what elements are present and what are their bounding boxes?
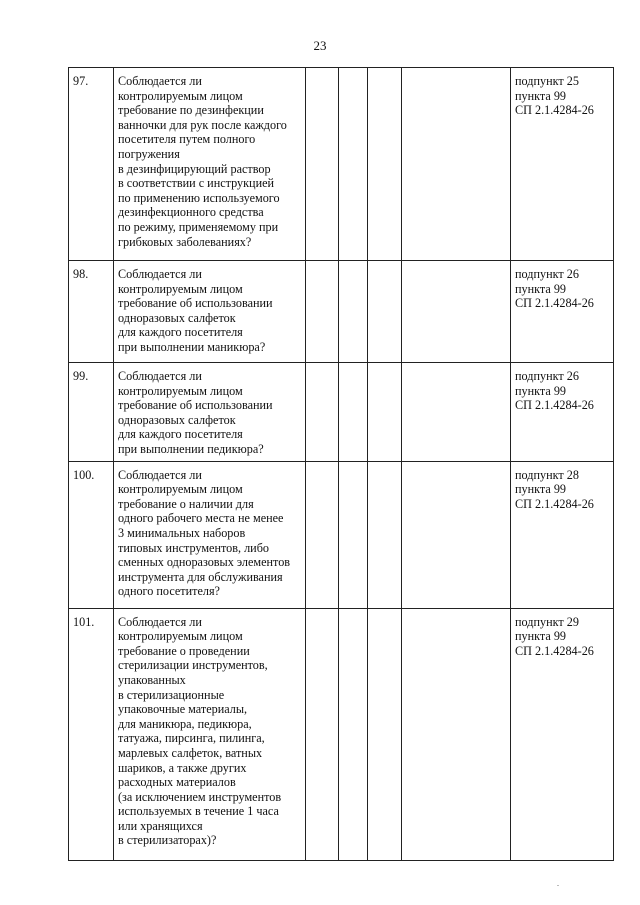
question-text: Соблюдается ли контролируемым лицом требование по дезинфекции ванночки для рук после каждого посетителя путем полного погружения в дезинфицирующий раствор в соответствии с инструкцией по применению используемого дезинфекционного средства по режиму, применяемому при грибковых заболеваниях? [114, 68, 306, 261]
answer-not-applicable-cell[interactable] [368, 68, 402, 261]
table-row [69, 608, 614, 860]
notes-cell[interactable] [402, 363, 511, 462]
answer-not-applicable-cell[interactable] [368, 363, 402, 462]
table-row [69, 261, 614, 363]
page-number: 23 [313, 38, 327, 53]
legal-reference: подпункт 28 пункта 99 СП 2.1.4284-26 [511, 461, 614, 608]
answer-yes-cell[interactable] [306, 261, 339, 363]
table-row [69, 363, 614, 462]
question-text: Соблюдается ли контролируемым лицом требование об использовании одноразовых салфеток для каждого посетителя при выполнении педикюра? [114, 363, 306, 462]
legal-reference: подпункт 29 пункта 99 СП 2.1.4284-26 [511, 608, 614, 860]
legal-reference: подпункт 26 пункта 99 СП 2.1.4284-26 [511, 363, 614, 462]
table-row [69, 461, 614, 608]
answer-not-applicable-cell[interactable] [368, 608, 402, 860]
row-number: 100. [69, 461, 114, 608]
answer-no-cell[interactable] [339, 461, 368, 608]
row-number: 99. [69, 363, 114, 462]
question-text: Соблюдается ли контролируемым лицом требование об использовании одноразовых салфеток для каждого посетителя при выполнении маникюра? [114, 261, 306, 363]
scan-speck [557, 885, 559, 886]
answer-no-cell[interactable] [339, 68, 368, 261]
table-row [69, 68, 614, 261]
answer-no-cell[interactable] [339, 608, 368, 860]
answer-no-cell[interactable] [339, 261, 368, 363]
answer-yes-cell[interactable] [306, 608, 339, 860]
question-text: Соблюдается ли контролируемым лицом требование о проведении стерилизации инструментов, упакованных в стерилизационные упаковочные материалы, для маникюра, педикюра, татуажа, пирсинга, пилинга, марлевых салфеток, ватных шариков, а также других расходных материалов (за исключением инструментов используемых в течение 1 часа или хранящихся в стерилизаторах)? [114, 608, 306, 860]
answer-not-applicable-cell[interactable] [368, 261, 402, 363]
answer-no-cell[interactable] [339, 363, 368, 462]
checklist-table [68, 67, 614, 861]
question-text: Соблюдается ли контролируемым лицом требование о наличии для одного рабочего места не менее 3 минимальных наборов типовых инструментов, либо сменных одноразовых элементов инструмента для обслуживания одного посетителя? [114, 461, 306, 608]
legal-reference: подпункт 25 пункта 99 СП 2.1.4284-26 [511, 68, 614, 261]
notes-cell[interactable] [402, 68, 511, 261]
row-number: 97. [69, 68, 114, 261]
answer-yes-cell[interactable] [306, 461, 339, 608]
notes-cell[interactable] [402, 608, 511, 860]
answer-yes-cell[interactable] [306, 363, 339, 462]
legal-reference: подпункт 26 пункта 99 СП 2.1.4284-26 [511, 261, 614, 363]
row-number: 101. [69, 608, 114, 860]
answer-not-applicable-cell[interactable] [368, 461, 402, 608]
row-number: 98. [69, 261, 114, 363]
notes-cell[interactable] [402, 261, 511, 363]
answer-yes-cell[interactable] [306, 68, 339, 261]
notes-cell[interactable] [402, 461, 511, 608]
